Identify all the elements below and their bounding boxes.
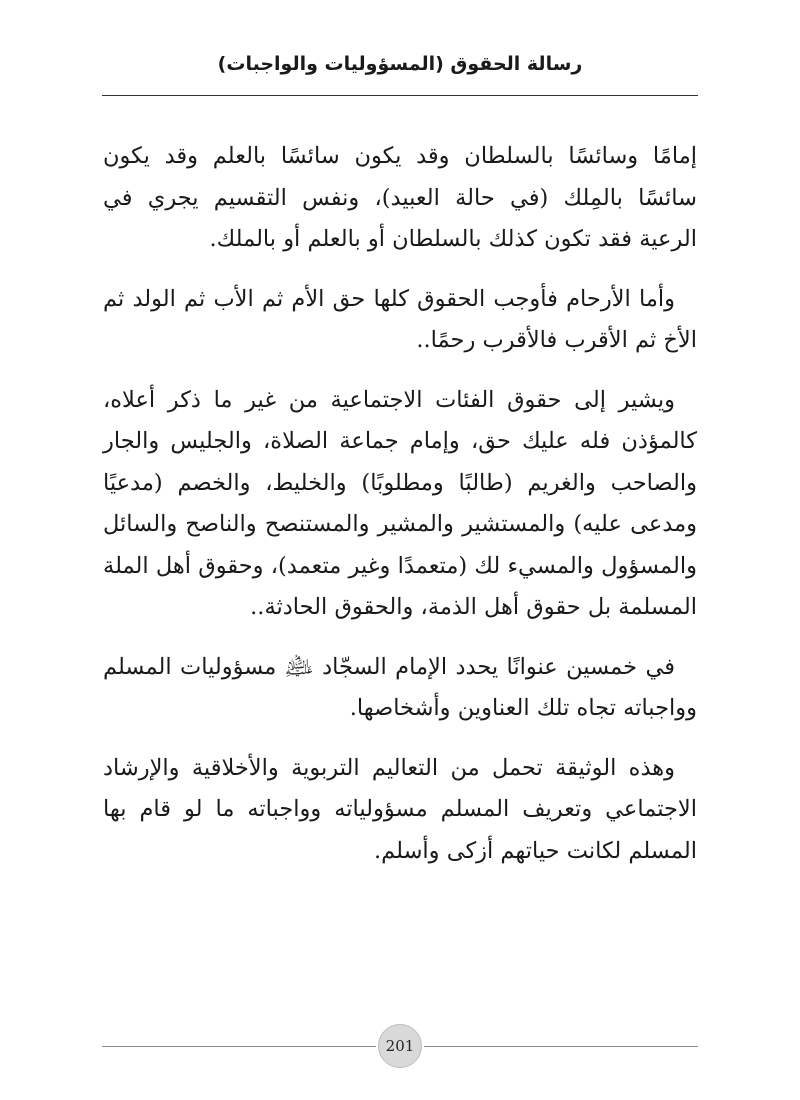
paragraph: وهذه الوثيقة تحمل من التعاليم التربوية والأخلاقية والإرشاد الاجتماعي وتعريف المسلم مسؤولياته وواجباته ما لو قام بها المسلم لكانت حياتهم أزكى وأسلم. — [103, 754, 697, 864]
running-header-title: رسالة الحقوق (المسؤوليات والواجبات) — [217, 53, 583, 75]
paragraph: في خمسين عنوانًا يحدد الإمام السجّاد ﵇ مسؤوليات المسلم وواجباته تجاه تلك العناوين وأشخاصها. — [103, 653, 697, 721]
page-footer — [102, 1024, 698, 1068]
page-number-badge: 201 — [378, 1024, 422, 1068]
header-divider — [102, 95, 698, 96]
paragraph: ويشير إلى حقوق الفئات الاجتماعية من غير ما ذكر أعلاه، كالمؤذن فله عليك حق، وإمام جماعة الصلاة، والجليس والجار والصاحب والغريم (طالبًا ومطلوبًا) والخليط، والخصم (مدعيًا ومدعى عليه) والمستشير والمشير والمستنصح والناصح والسائل والمسؤول والمسيء لك (متعمدًا وغير متعمد)، وحقوق أهل الملة المسلمة بل حقوق أهل الذمة، والحقوق الحادثة.. — [103, 386, 697, 620]
paragraph: إمامًا وسائسًا بالسلطان وقد يكون سائسًا بالعلم وقد يكون سائسًا بالمِلك (في حالة العبيد)، ونفس التقسيم يجري في الرعية فقد تكون كذلك بالسلطان أو بالعلم أو بالملك. — [103, 143, 697, 252]
footer-divider-right — [424, 1046, 698, 1047]
paragraph: وأما الأرحام فأوجب الحقوق كلها حق الأم ثم الأب ثم الولد ثم الأخ ثم الأقرب فالأقرب رحمًا.. — [103, 285, 697, 353]
page-body — [103, 136, 697, 890]
footer-divider-left — [102, 1046, 376, 1047]
